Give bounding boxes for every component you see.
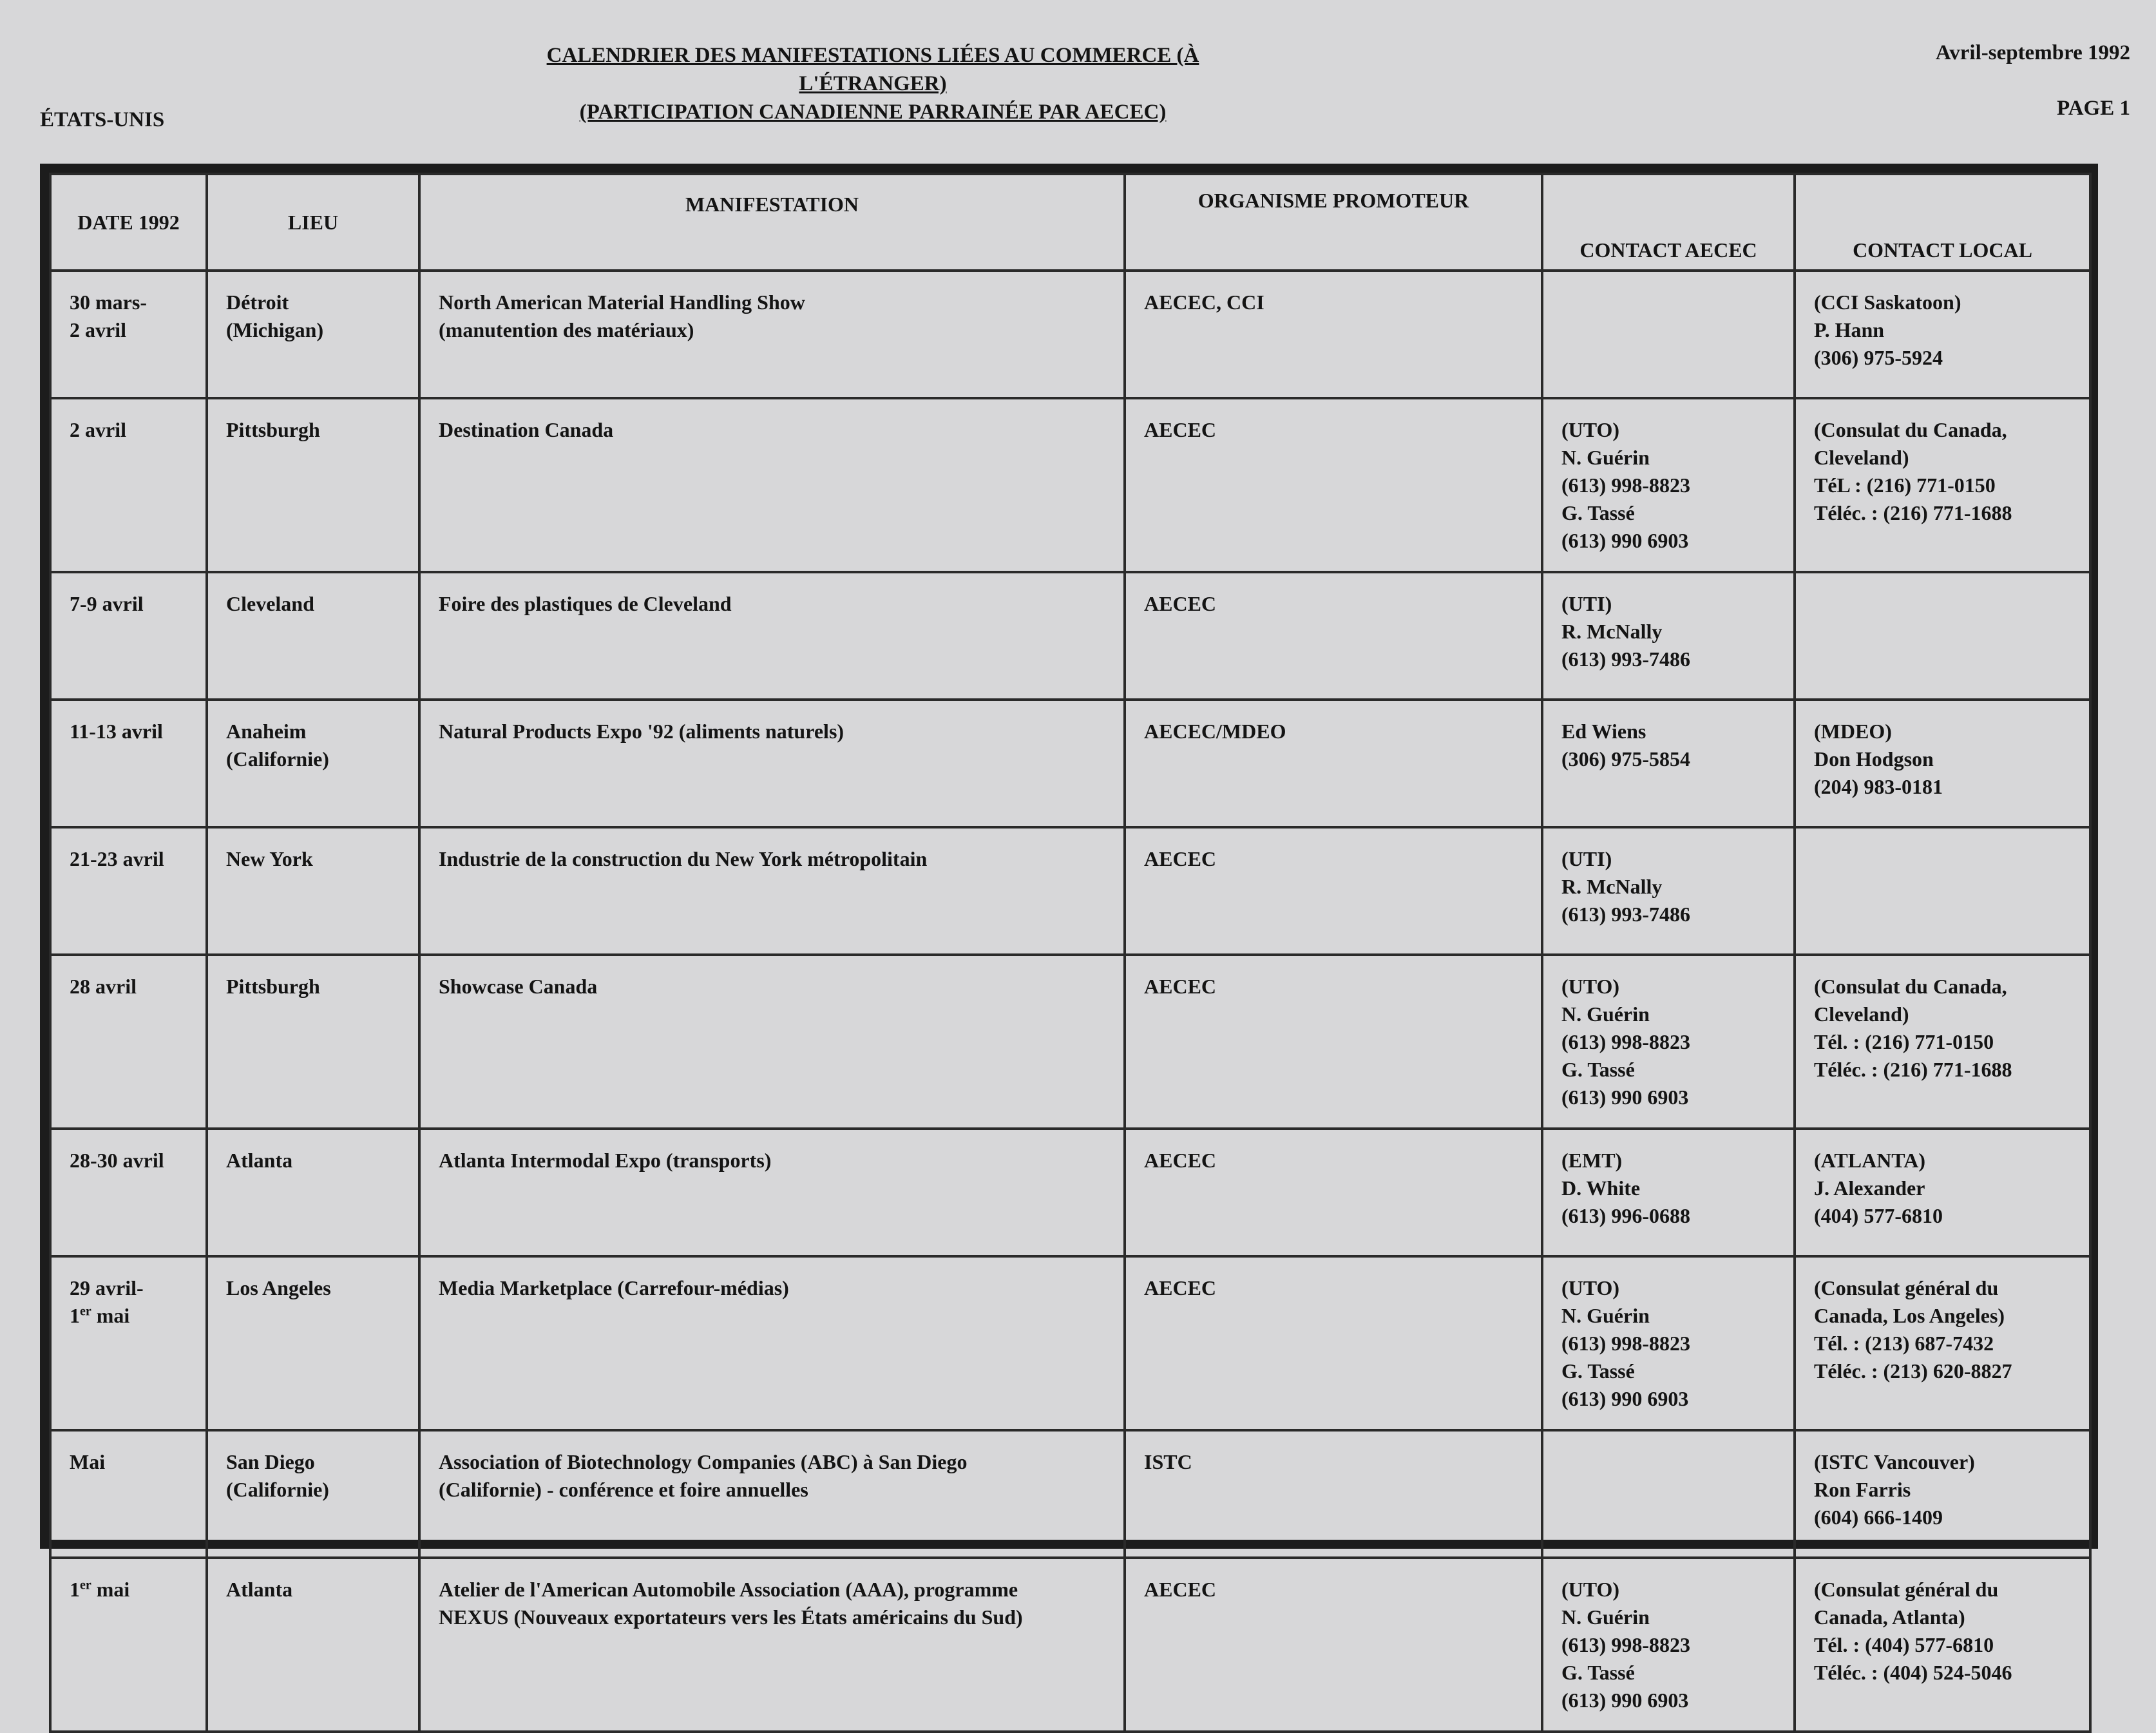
cell-manifestation [419,572,1125,700]
cell-line: (613) 993-7486 [1561,903,1690,926]
cell-date [50,1256,207,1430]
cell-contact-local [1795,1430,2090,1558]
cell-contact-local [1795,1129,2090,1256]
cell-lieu [207,827,419,955]
cell-line: Don Hodgson [1814,747,1934,771]
cell-line: (UTO) [1561,418,1620,441]
cell-line: 7-9 avril [70,592,144,615]
document-title [541,41,1205,126]
cell-line: Téléc. : (213) 620-8827 [1814,1359,2012,1383]
column-header-date [50,174,207,271]
cell-line: J. Alexander [1814,1176,1925,1200]
cell-line: AECEC/MDEO [1144,720,1286,743]
cell-line: (Consulat du Canada, [1814,418,2007,441]
cell-lieu [207,398,419,572]
cell-manifestation [419,271,1125,398]
cell-line: Atlanta Intermodal Expo (transports) [439,1149,772,1172]
cell-contact-aecec [1542,1430,1795,1558]
cell-line: Pittsburgh [226,418,320,441]
page-number: PAGE 1 [2057,97,2130,120]
cell-manifestation [419,827,1125,955]
cell-line: (306) 975-5924 [1814,346,1943,369]
cell-contact-aecec [1542,1129,1795,1256]
cell-line: (Consulat général du [1814,1578,1999,1601]
cell-line: (404) 577-6810 [1814,1204,1943,1227]
cell-contact-aecec [1542,1256,1795,1430]
cell-line: (613) 998-8823 [1561,1030,1690,1053]
cell-line: 1er mai [70,1578,130,1601]
date-range: Avril-septembre 1992 [1935,41,2130,64]
cell-line: (EMT) [1561,1149,1623,1172]
cell-date [50,1558,207,1732]
cell-contact-aecec [1542,572,1795,700]
cell-line: Foire des plastiques de Cleveland [439,592,732,615]
column-header-contact-local-label: CONTACT LOCAL [1853,238,2032,262]
column-header-lieu [207,174,419,271]
cell-contact-aecec [1542,827,1795,955]
column-header-contact-aecec-label: CONTACT AECEC [1579,238,1757,262]
cell-line: Atelier de l'American Automobile Association (AAA), programme [439,1578,1018,1601]
column-header-date-line2: 1992 [138,210,180,234]
cell-lieu [207,1558,419,1732]
cell-line: 11-13 avril [70,720,163,743]
cell-line: (ATLANTA) [1814,1149,1926,1172]
cell-lieu [207,271,419,398]
cell-manifestation [419,1129,1125,1256]
cell-line: AECEC [1144,975,1217,998]
cell-line: (306) 975-5854 [1561,747,1690,771]
cell-line: Atlanta [226,1149,293,1172]
cell-line: (Californie) [226,747,329,771]
cell-manifestation [419,1256,1125,1430]
cell-organisme [1125,271,1542,398]
table-row [50,827,2090,955]
cell-line: Pittsburgh [226,975,320,998]
cell-line: (613) 990 6903 [1561,1086,1689,1109]
cell-line: AECEC [1144,1276,1217,1299]
cell-line: G. Tassé [1561,1661,1635,1684]
cell-line: Mai [70,1450,106,1473]
cell-line: (manutention des matériaux) [439,318,694,341]
cell-date [50,700,207,827]
cell-contact-local [1795,398,2090,572]
cell-contact-aecec [1542,700,1795,827]
cell-line: Association of Biotechnology Companies (ABC) à San Diego [439,1450,968,1473]
cell-contact-local [1795,271,2090,398]
cell-line: (UTI) [1561,592,1612,615]
cell-line: Industrie de la construction du New York métropolitain [439,847,928,870]
cell-line: Cleveland) [1814,1002,1909,1026]
cell-line: NEXUS (Nouveaux exportateurs vers les États américains du Sud) [439,1605,1023,1629]
cell-line: ISTC [1144,1450,1192,1473]
cell-contact-aecec [1542,398,1795,572]
table-row [50,1129,2090,1256]
cell-date [50,955,207,1129]
cell-organisme [1125,955,1542,1129]
cell-lieu [207,955,419,1129]
cell-line: Canada, Los Angeles) [1814,1304,2005,1327]
cell-lieu [207,1430,419,1558]
cell-line: 21-23 avril [70,847,164,870]
cell-date [50,271,207,398]
cell-line: (UTO) [1561,1578,1620,1601]
cell-line: D. White [1561,1176,1641,1200]
cell-organisme [1125,572,1542,700]
cell-line: TéL : (216) 771-0150 [1814,474,1996,497]
cell-date [50,398,207,572]
title-line-2: (PARTICIPATION CANADIENNE PARRAINÉE PAR AECEC) [579,101,1167,124]
cell-line: N. Guérin [1561,446,1650,469]
table-row [50,271,2090,398]
title-line-1: CALENDRIER DES MANIFESTATIONS LIÉES AU COMMERCE (À L'ÉTRANGER) [546,44,1199,95]
cell-line: New York [226,847,313,870]
cell-line: Anaheim [226,720,307,743]
cell-manifestation [419,955,1125,1129]
cell-line: (613) 998-8823 [1561,1633,1690,1656]
cell-line: (613) 998-8823 [1561,474,1690,497]
cell-line: Ed Wiens [1561,720,1646,743]
cell-manifestation [419,1430,1125,1558]
cell-line: (204) 983-0181 [1814,775,1943,798]
table-row [50,1558,2090,1732]
cell-line: N. Guérin [1561,1002,1650,1026]
cell-line: G. Tassé [1561,1359,1635,1383]
cell-line: Téléc. : (404) 524-5046 [1814,1661,2012,1684]
cell-line: (613) 996-0688 [1561,1204,1690,1227]
cell-manifestation [419,700,1125,827]
cell-line: (Californie) [226,1478,329,1501]
cell-organisme [1125,827,1542,955]
cell-organisme [1125,1129,1542,1256]
cell-line: AECEC [1144,1578,1217,1601]
table-row [50,1256,2090,1430]
cell-lieu [207,1129,419,1256]
cell-contact-aecec [1542,1558,1795,1732]
cell-line: North American Material Handling Show [439,291,805,314]
cell-line: (613) 990 6903 [1561,1387,1689,1410]
cell-organisme [1125,1430,1542,1558]
cell-line: Media Marketplace (Carrefour-médias) [439,1276,789,1299]
cell-line: (UTO) [1561,1276,1620,1299]
cell-line: (604) 666-1409 [1814,1506,1943,1529]
cell-manifestation [419,398,1125,572]
cell-line: N. Guérin [1561,1605,1650,1629]
table-row [50,700,2090,827]
cell-contact-local [1795,955,2090,1129]
cell-line: AECEC [1144,418,1217,441]
table-row [50,955,2090,1129]
cell-organisme [1125,700,1542,827]
cell-line: Canada, Atlanta) [1814,1605,1965,1629]
column-header-organisme [1125,174,1542,271]
cell-line: (CCI Saskatoon) [1814,291,1961,314]
cell-organisme [1125,1256,1542,1430]
column-header-contact-local [1795,174,2090,271]
cell-line: AECEC [1144,592,1217,615]
cell-line: (UTO) [1561,975,1620,998]
events-table [40,164,2098,1712]
cell-contact-local [1795,572,2090,700]
cell-line: (ISTC Vancouver) [1814,1450,1975,1473]
cell-line: (Californie) - conférence et foire annuelles [439,1478,808,1501]
cell-contact-local [1795,1256,2090,1430]
cell-line: Tél. : (213) 687-7432 [1814,1332,1994,1355]
cell-organisme [1125,398,1542,572]
cell-line: San Diego [226,1450,315,1473]
cell-line: 28-30 avril [70,1149,164,1172]
cell-line: (Michigan) [226,318,324,341]
cell-line: Téléc. : (216) 771-1688 [1814,1058,2012,1081]
cell-line: Cleveland [226,592,314,615]
cell-date [50,1430,207,1558]
cell-line: (MDEO) [1814,720,1892,743]
cell-lieu [207,700,419,827]
cell-line: 29 avril- [70,1276,144,1299]
cell-line: (UTI) [1561,847,1612,870]
cell-line: Tél. : (216) 771-0150 [1814,1030,1994,1053]
cell-date [50,1129,207,1256]
cell-date [50,572,207,700]
cell-line: Détroit [226,291,289,314]
cell-line: Atlanta [226,1578,293,1601]
region-label: ÉTATS-UNIS [40,108,165,131]
cell-line: 2 avril [70,418,126,441]
cell-line: (613) 990 6903 [1561,529,1689,552]
cell-line: Los Angeles [226,1276,331,1299]
cell-line: N. Guérin [1561,1304,1650,1327]
column-header-organisme-line2: PROMOTEUR [1332,189,1469,212]
column-header-date-line1: DATE [77,210,133,234]
cell-line: Téléc. : (216) 771-1688 [1814,501,2012,524]
table-row [50,572,2090,700]
cell-contact-local [1795,827,2090,955]
column-header-organisme-line1: ORGANISME [1197,189,1328,212]
cell-line: (613) 990 6903 [1561,1689,1689,1712]
column-header-contact-aecec [1542,174,1795,271]
cell-line: (Consulat du Canada, [1814,975,2007,998]
column-header-manifestation-label: MANIFESTATION [685,193,859,216]
cell-line: AECEC [1144,847,1217,870]
cell-line: 30 mars- [70,291,147,314]
cell-line: AECEC, CCI [1144,291,1264,314]
cell-line: 2 avril [70,318,126,341]
cell-contact-local [1795,700,2090,827]
cell-contact-aecec [1542,955,1795,1129]
cell-line: (Consulat général du [1814,1276,1999,1299]
cell-line: Ron Farris [1814,1478,1911,1501]
cell-line: Cleveland) [1814,446,1909,469]
cell-date [50,827,207,955]
cell-line: (613) 998-8823 [1561,1332,1690,1355]
cell-line: R. McNally [1561,620,1663,643]
column-header-lieu-label: LIEU [287,210,339,234]
cell-line: Showcase Canada [439,975,598,998]
cell-line: P. Hann [1814,318,1885,341]
table-header-row [50,174,2090,271]
cell-line: Tél. : (404) 577-6810 [1814,1633,1994,1656]
cell-line: G. Tassé [1561,1058,1635,1081]
cell-line: AECEC [1144,1149,1217,1172]
cell-line: Destination Canada [439,418,614,441]
cell-lieu [207,1256,419,1430]
cell-contact-aecec [1542,271,1795,398]
cell-manifestation [419,1558,1125,1732]
cell-line: R. McNally [1561,875,1663,898]
table-row [50,398,2090,572]
cell-lieu [207,572,419,700]
cell-line: (613) 993-7486 [1561,647,1690,671]
cell-contact-local [1795,1558,2090,1732]
column-header-manifestation [419,174,1125,271]
cell-line: Natural Products Expo '92 (aliments naturels) [439,720,844,743]
cell-line: 28 avril [70,975,137,998]
cell-line: G. Tassé [1561,501,1635,524]
table-row [50,1430,2090,1558]
cell-line: 1er mai [70,1304,130,1327]
cell-organisme [1125,1558,1542,1732]
